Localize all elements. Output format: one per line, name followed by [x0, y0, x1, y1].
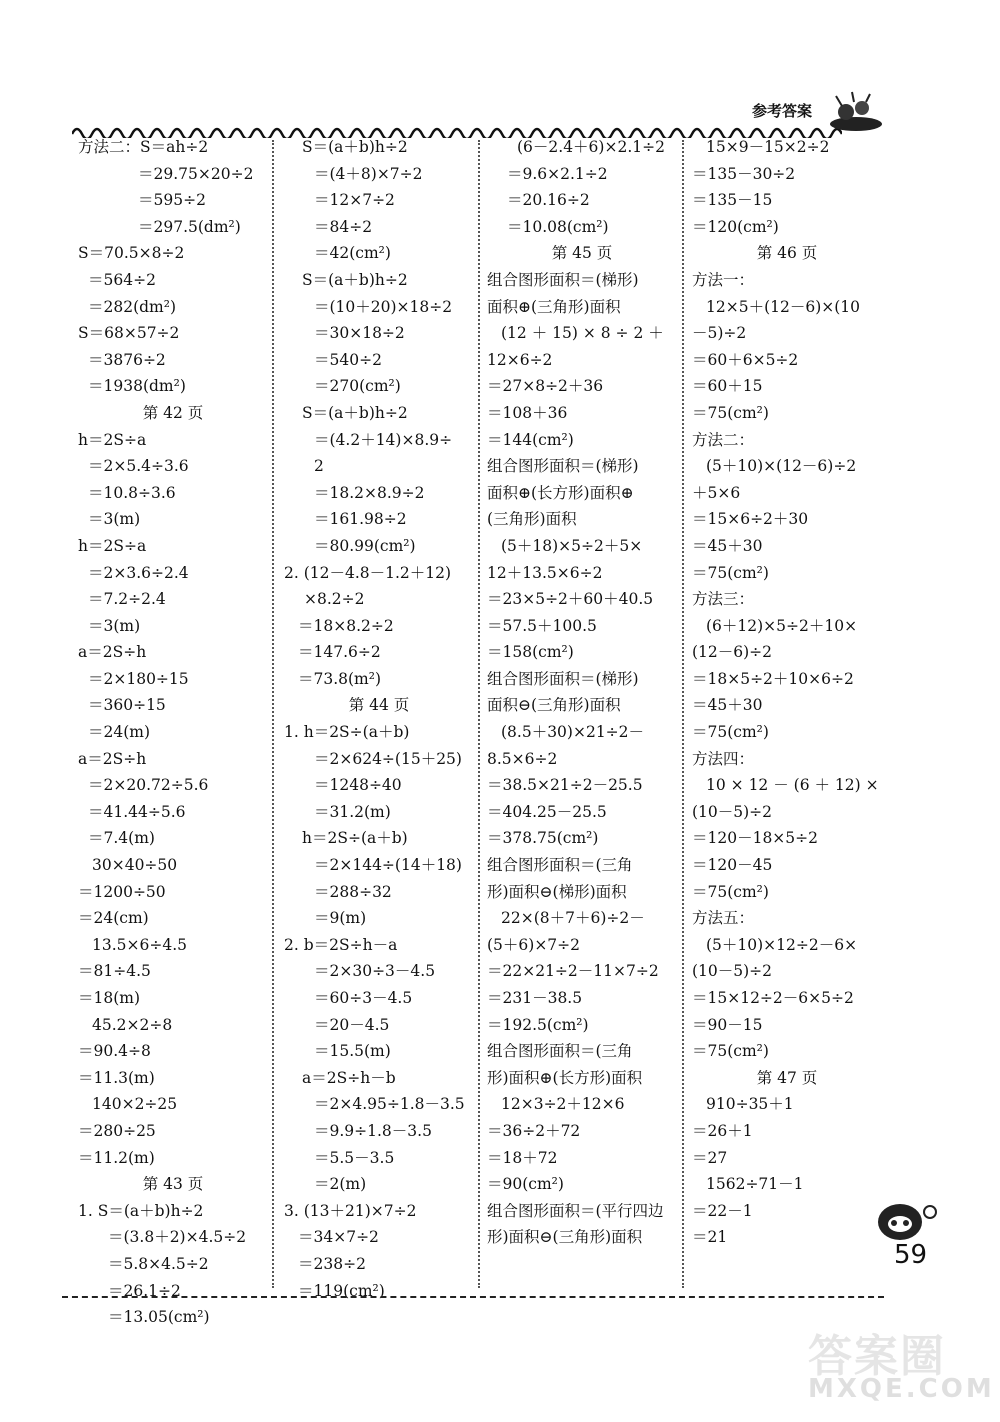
answer-line: ＝22－1 — [692, 1201, 753, 1220]
answer-line: 3. (13＋21)×7÷2 — [284, 1201, 417, 1220]
answer-line: ＝80.99(cm²) — [314, 536, 416, 555]
answer-line: ＝282(dm²) — [88, 297, 177, 316]
answer-line: ＝231－38.5 — [487, 989, 583, 1007]
answer-line: ＝3(m) — [88, 510, 141, 529]
answer-line: 12＋13.5×6÷2 — [487, 563, 603, 582]
answer-line: ＝84÷2 — [314, 217, 373, 236]
answer-line: ＝42(cm²) — [314, 244, 391, 263]
answer-line: ＝36÷2＋72 — [487, 1121, 581, 1140]
answer-line: S＝68×57÷2 — [78, 324, 180, 343]
answer-line: ＝5.8×4.5÷2 — [108, 1254, 209, 1273]
answer-line: ＝60＋15 — [692, 377, 763, 396]
answer-line: ＝75(cm²) — [692, 882, 769, 901]
page-heading: 第 47 页 — [756, 1068, 818, 1087]
answer-line: ＝60＋6×5÷2 — [692, 350, 799, 369]
answer-line: 组合图形面积＝(梯形) — [487, 457, 639, 476]
answer-line: ＝161.98÷2 — [314, 510, 407, 529]
answer-line: 形)面积⊖(梯形)面积 — [487, 882, 627, 901]
answer-line: ＝13.05(cm²) — [108, 1308, 210, 1327]
answer-line: 1562÷71－1 — [706, 1175, 804, 1194]
answer-line: ＝18.2×8.9÷2 — [314, 483, 425, 502]
answer-line: ＝120－45 — [692, 856, 773, 875]
answer-line: (三角形)面积 — [487, 510, 577, 529]
answer-line: (5＋18)×5÷2＋5× — [501, 536, 643, 555]
answer-line: ＝270(cm²) — [314, 377, 401, 396]
page-heading: 第 44 页 — [348, 696, 410, 715]
answer-line: h＝2S÷(a＋b) — [302, 829, 408, 848]
answer-line: ＝10.8÷3.6 — [88, 483, 176, 502]
answer-line: ＝10.08(cm²) — [507, 217, 609, 236]
answer-column-3 — [487, 134, 677, 1251]
answer-line: 面积⊕(长方形)面积⊕ — [487, 483, 634, 502]
answer-line: 2. (12－4.8－1.2＋12) — [284, 563, 452, 582]
answer-line: ＝11.3(m) — [78, 1068, 155, 1087]
answer-line: S＝(a＋b)h÷2 — [302, 138, 408, 156]
answer-line: ＝288÷32 — [314, 882, 392, 901]
answer-line: S＝(a＋b)h÷2 — [302, 403, 408, 422]
answer-line: ＝2×180÷15 — [88, 669, 189, 688]
character-decoration-icon — [826, 88, 886, 134]
answer-line: 方法一： — [692, 270, 755, 289]
answer-line: ＝378.75(cm²) — [487, 829, 599, 848]
answer-line: (5＋10)×12÷2－6× — [706, 935, 858, 954]
answer-column-4 — [692, 134, 882, 1251]
answer-line: 组合图形面积＝(梯形) — [487, 669, 639, 688]
answer-line: ＝11.2(m) — [78, 1148, 155, 1167]
answer-line: ＝120－18×5÷2 — [692, 829, 819, 848]
answer-line: 15×9－15×2÷2 — [706, 138, 830, 156]
answer-line: ＝144(cm²) — [487, 430, 574, 449]
answer-line: ＝75(cm²) — [692, 563, 769, 582]
column-divider — [682, 140, 684, 1288]
answer-line: ＝(4＋8)×7÷2 — [314, 164, 423, 183]
answer-line: h＝2S÷a — [78, 536, 147, 555]
answer-line: ＝1938(dm²) — [88, 377, 186, 396]
answer-line: 2 — [314, 457, 324, 476]
answer-line: 组合图形面积＝(三角 — [487, 856, 633, 875]
answer-line: ＝540÷2 — [314, 350, 382, 369]
answer-line: 1. S＝(a＋b)h÷2 — [78, 1201, 204, 1220]
answer-line: (10－5)÷2 — [692, 962, 773, 981]
answer-line: (10－5)÷2 — [692, 802, 773, 821]
answer-line: ＝81÷4.5 — [78, 962, 151, 981]
answer-line: ＝90－15 — [692, 1015, 763, 1034]
answer-line: 组合图形面积＝(平行四边 — [487, 1201, 664, 1220]
answer-line: ＝41.44÷5.6 — [88, 802, 186, 821]
answer-line: ＝1200÷50 — [78, 882, 166, 901]
answer-line: ＝119(cm²) — [298, 1281, 385, 1300]
answer-line: ＝147.6÷2 — [298, 643, 381, 662]
answer-line: ＝2×4.95÷1.8－3.5 — [314, 1095, 465, 1114]
answer-line: ＝360÷15 — [88, 696, 166, 715]
answer-line: ＝3876÷2 — [88, 350, 166, 369]
answer-line: (5＋10)×(12－6)÷2 — [706, 457, 857, 476]
answer-line: 45.2×2÷8 — [92, 1015, 173, 1034]
header-title: 参考答案 — [752, 102, 813, 120]
answer-line: ＝18(m) — [78, 989, 141, 1007]
answer-line: ＝60÷3－4.5 — [314, 989, 413, 1007]
answer-line: ＝15.5(m) — [314, 1042, 391, 1061]
answer-line: (8.5＋30)×21÷2－ — [501, 723, 645, 742]
column-divider — [272, 140, 274, 1288]
answer-line: ＝90.4÷8 — [78, 1042, 151, 1061]
answer-line: 方法四： — [692, 749, 755, 768]
answer-line: (12 ＋ 15) × 8 ÷ 2 ＋ — [501, 324, 664, 343]
answer-line: ＝34×7÷2 — [298, 1228, 379, 1247]
answer-line: (6＋12)×5÷2＋10× — [706, 616, 858, 635]
answer-line: ＝2×5.4÷3.6 — [88, 457, 189, 476]
answer-line: ＝27 — [692, 1148, 728, 1167]
answer-line: 8.5×6÷2 — [487, 749, 558, 768]
answer-line: ＝18＋72 — [487, 1148, 558, 1167]
answer-line: ＝24(m) — [88, 723, 151, 742]
answer-line: ＝26＋1 — [692, 1121, 753, 1140]
answer-line: ＝30×18÷2 — [314, 324, 405, 343]
answer-line: ＝24(cm) — [78, 909, 149, 928]
watermark-url: MXQE.COM — [808, 1374, 995, 1404]
answer-line: ＋5×6 — [692, 483, 741, 502]
answer-line: 面积⊕(三角形)面积 — [487, 297, 621, 316]
answer-line: ＝2×144÷(14＋18) — [314, 856, 462, 875]
answer-line: ＝45＋30 — [692, 536, 763, 555]
answer-line: 2. b＝2S÷h－a — [284, 935, 398, 954]
answer-line: 10 × 12 － (6 ＋ 12) × — [706, 776, 879, 795]
answer-line: ＝23×5÷2＋60＋40.5 — [487, 590, 654, 609]
answer-line: ＝(4.2＋14)×8.9÷ — [314, 430, 453, 449]
answer-line: ＝22×21÷2－11×7÷2 — [487, 962, 659, 981]
answer-line: 方法五： — [692, 909, 755, 928]
answer-line: ＝(10＋20)×18÷2 — [314, 297, 453, 316]
answer-line: (5＋6)×7÷2 — [487, 935, 581, 954]
answer-line: ＝31.2(m) — [314, 802, 391, 821]
answer-line: 形)面积⊕(长方形)面积 — [487, 1068, 643, 1087]
answer-line: ＝57.5＋100.5 — [487, 616, 597, 635]
answer-line: ＝75(cm²) — [692, 403, 769, 422]
answer-line: 910÷35＋1 — [706, 1095, 794, 1114]
watermark-logo: 答案圈 — [808, 1331, 946, 1382]
answer-line: (12－6)÷2 — [692, 643, 773, 662]
answer-line: ＝20－4.5 — [314, 1015, 390, 1034]
answer-line: ×8.2÷2 — [304, 590, 365, 609]
answer-line: 组合图形面积＝(三角 — [487, 1042, 633, 1061]
answer-line: ＝2×3.6÷2.4 — [88, 563, 189, 582]
answer-line: ＝595÷2 — [138, 191, 206, 210]
answer-line: ＝18×5÷2＋10×6÷2 — [692, 669, 854, 688]
answer-line: ＝90(cm²) — [487, 1175, 564, 1194]
answer-column-1 — [78, 134, 268, 1331]
page-heading: 第 46 页 — [756, 244, 818, 263]
answer-line: ＝75(cm²) — [692, 723, 769, 742]
answer-line: ＝(3.8＋2)×4.5÷2 — [108, 1228, 247, 1247]
answer-line: ＝7.4(m) — [88, 829, 155, 848]
answer-line: ＝9.9÷1.8－3.5 — [314, 1121, 432, 1140]
answer-line: (6－2.4＋6)×2.1÷2 — [517, 138, 665, 156]
answer-line: ＝12×7÷2 — [314, 191, 395, 210]
answer-line: ＝7.2÷2.4 — [88, 590, 166, 609]
answer-line: a＝2S÷h — [78, 749, 147, 768]
answer-column-2 — [284, 134, 474, 1304]
answer-line: ＝1248÷40 — [314, 776, 402, 795]
page-number: 59 — [894, 1240, 928, 1270]
answer-line: 140×2÷25 — [92, 1095, 178, 1114]
answer-line: ＝9(m) — [314, 909, 367, 928]
answer-line: ＝2×30÷3－4.5 — [314, 962, 436, 981]
answer-line: 方法二：S＝ah÷2 — [78, 138, 209, 156]
answer-line: 面积⊖(三角形)面积 — [487, 696, 621, 715]
column-divider — [478, 140, 480, 1288]
answer-line: 22×(8＋7＋6)÷2－ — [501, 909, 645, 928]
answer-line: ＝3(m) — [88, 616, 141, 635]
answer-line: ＝18×8.2÷2 — [298, 616, 394, 635]
answer-line: ＝9.6×2.1÷2 — [507, 164, 608, 183]
answer-line: ＝29.75×20÷2 — [138, 164, 254, 183]
answer-line: ＝238÷2 — [298, 1254, 366, 1273]
answer-line: ＝38.5×21÷2－25.5 — [487, 776, 643, 795]
answer-line: 组合图形面积＝(梯形) — [487, 270, 639, 289]
answer-line: S＝(a＋b)h÷2 — [302, 270, 408, 289]
answer-line: ＝73.8(m²) — [298, 669, 382, 688]
answer-line: 13.5×6÷4.5 — [92, 935, 187, 954]
answer-line: ＝192.5(cm²) — [487, 1015, 589, 1034]
answer-line: ＝27×8÷2＋36 — [487, 377, 604, 396]
answer-line: －5)÷2 — [692, 324, 747, 343]
answer-line: ＝120(cm²) — [692, 217, 779, 236]
answer-line: ＝20.16÷2 — [507, 191, 590, 210]
answer-line: h＝2S÷a — [78, 430, 147, 449]
answer-line: ＝2×624÷(15＋25) — [314, 749, 462, 768]
answer-line: ＝26.1÷2 — [108, 1281, 181, 1300]
answer-line: ＝15×6÷2＋30 — [692, 510, 809, 529]
answer-line: ＝108＋36 — [487, 403, 568, 422]
answer-line: S＝70.5×8÷2 — [78, 244, 185, 263]
answer-line: ＝297.5(dm²) — [138, 217, 241, 236]
answer-line: ＝75(cm²) — [692, 1042, 769, 1061]
answer-line: ＝15×12÷2－6×5÷2 — [692, 989, 854, 1007]
answer-line: ＝45＋30 — [692, 696, 763, 715]
answer-line: ＝135－15 — [692, 191, 773, 210]
answer-line: ＝280÷25 — [78, 1121, 156, 1140]
answer-line: 方法三： — [692, 590, 755, 609]
answer-line: a＝2S÷h — [78, 643, 147, 662]
answer-line: ＝21 — [692, 1228, 728, 1247]
answer-line: ＝5.5－3.5 — [314, 1148, 395, 1167]
answer-line: ＝158(cm²) — [487, 643, 574, 662]
answer-line: 12×3÷2＋12×6 — [501, 1095, 625, 1114]
page-heading: 第 43 页 — [142, 1175, 204, 1194]
answer-line: a＝2S÷h－b — [302, 1068, 396, 1087]
answer-line: 12×5＋(12－6)×(10 — [706, 297, 861, 316]
answer-line: 1. h＝2S÷(a＋b) — [284, 723, 410, 742]
answer-line: ＝404.25－25.5 — [487, 802, 607, 821]
answer-line: ＝135－30÷2 — [692, 164, 796, 183]
footer-dashed-rule — [62, 1296, 884, 1298]
page-heading: 第 45 页 — [551, 244, 613, 263]
answer-line: 方法二： — [692, 430, 755, 449]
answer-line: 12×6÷2 — [487, 350, 553, 369]
answer-line: 30×40÷50 — [92, 856, 178, 875]
answer-line: ＝2(m) — [314, 1175, 367, 1194]
answer-line: ＝2×20.72÷5.6 — [88, 776, 209, 795]
page-heading: 第 42 页 — [142, 403, 204, 422]
answer-line: ＝564÷2 — [88, 270, 156, 289]
answer-line: 形)面积⊖(三角形)面积 — [487, 1228, 643, 1247]
